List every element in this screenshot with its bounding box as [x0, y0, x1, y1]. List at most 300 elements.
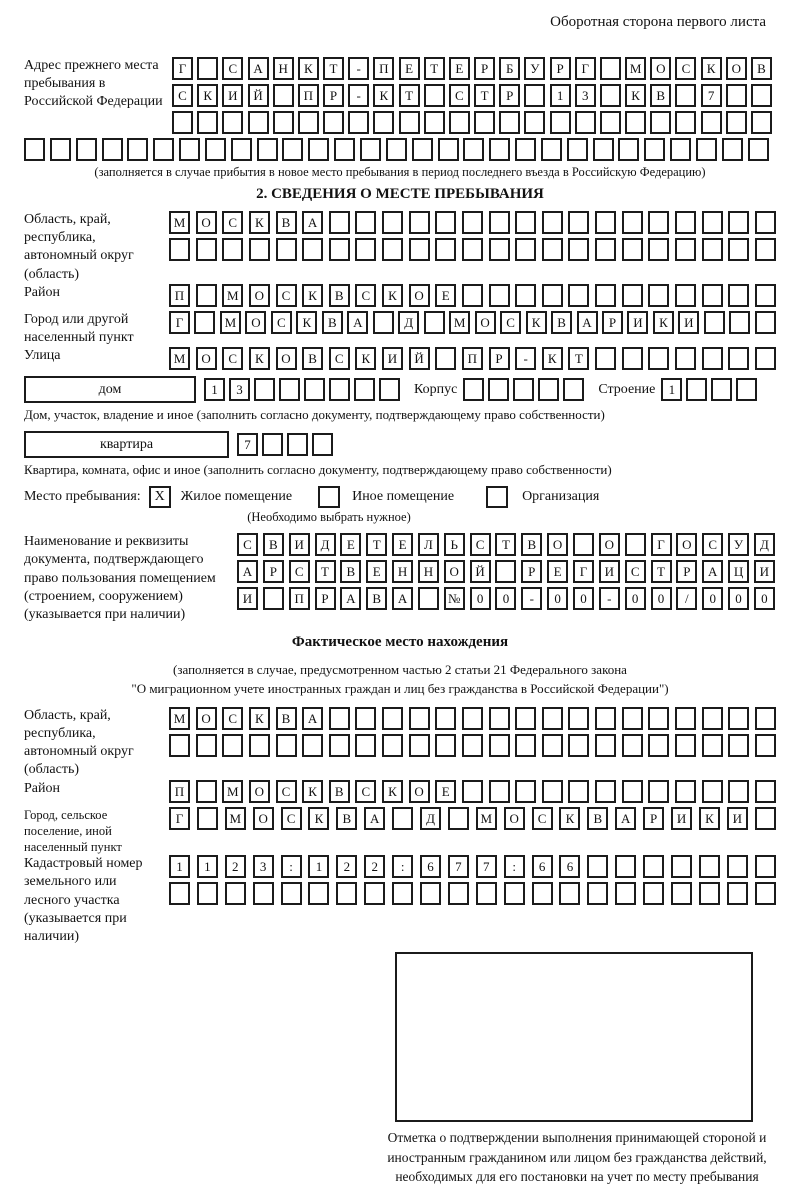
checkbox-other-premises	[318, 486, 340, 508]
form-cell	[702, 284, 723, 307]
form-cell: №	[444, 587, 465, 610]
form-cell	[755, 734, 776, 757]
form-cell	[728, 347, 749, 370]
form-cell: 2	[336, 855, 357, 878]
form-cell: К	[249, 707, 270, 730]
form-cell: В	[340, 560, 361, 583]
form-cell: Р	[263, 560, 284, 583]
form-cell: П	[289, 587, 310, 610]
form-cell	[751, 111, 772, 134]
form-cell: Г	[172, 57, 193, 80]
form-cell	[248, 111, 269, 134]
form-cell: Р	[643, 807, 664, 830]
form-cell	[298, 111, 319, 134]
form-cell	[282, 138, 303, 161]
form-cell: С	[329, 347, 350, 370]
form-cell: М	[222, 780, 243, 803]
form-cell	[648, 734, 669, 757]
form-cell	[102, 138, 123, 161]
form-cell	[323, 111, 344, 134]
form-cell: Е	[366, 560, 387, 583]
form-cell: Е	[449, 57, 470, 80]
form-cell: О	[409, 780, 430, 803]
form-cell: О	[409, 284, 430, 307]
form-cell	[595, 284, 616, 307]
form-cell	[424, 111, 445, 134]
form-cell: Р	[521, 560, 542, 583]
form-cell	[462, 707, 483, 730]
form-cell: И	[678, 311, 699, 334]
field-cadastre	[24, 855, 776, 946]
form-cell: Р	[474, 57, 495, 80]
form-cell: И	[727, 807, 748, 830]
form-cell: 0	[470, 587, 491, 610]
form-cell	[615, 855, 636, 878]
form-cell: С	[276, 284, 297, 307]
form-cell	[276, 734, 297, 757]
form-cell	[568, 284, 589, 307]
form-cell: Т	[495, 533, 516, 556]
form-cell: М	[169, 347, 190, 370]
form-cell	[308, 138, 329, 161]
city-label: Город или другой населенный пункт	[24, 311, 134, 345]
form-cell	[364, 882, 385, 905]
form-cell: 0	[547, 587, 568, 610]
form-cell: Л	[418, 533, 439, 556]
form-cell: Д	[315, 533, 336, 556]
form-cell	[253, 882, 274, 905]
form-cell	[489, 138, 510, 161]
form-cell	[702, 734, 723, 757]
form-cell	[728, 211, 749, 234]
form-cell: Г	[169, 311, 190, 334]
form-cell	[711, 378, 732, 401]
stay-type-note: (Необходимо выбрать нужное)	[247, 510, 411, 525]
form-cell: В	[276, 707, 297, 730]
form-cell	[622, 284, 643, 307]
prev-address-row-2	[172, 84, 772, 107]
form-cell	[222, 734, 243, 757]
form-cell: К	[373, 84, 394, 107]
form-cell: /	[676, 587, 697, 610]
form-cell: О	[475, 311, 496, 334]
form-cell	[488, 378, 509, 401]
form-cell	[489, 780, 510, 803]
stay-type-row	[24, 486, 776, 508]
form-cell	[197, 807, 218, 830]
form-cell: Н	[392, 560, 413, 583]
form-cell	[499, 111, 520, 134]
form-cell	[172, 111, 193, 134]
document-label: Наименование и реквизиты документа, подтверждающего право пользования помещением (строением, сооружением) (указывается при наличии)	[24, 534, 216, 622]
form-cell	[263, 587, 284, 610]
form-cell: Е	[399, 57, 420, 80]
korpus-cells	[463, 378, 584, 401]
form-cell: 1	[197, 855, 218, 878]
form-cell: 1	[661, 378, 682, 401]
form-cell	[675, 84, 696, 107]
region-cells	[169, 211, 776, 265]
form-cell	[702, 211, 723, 234]
prev-address-row-1	[172, 57, 772, 80]
form-cell	[449, 111, 470, 134]
form-cell: А	[577, 311, 598, 334]
form-cell: 3	[229, 378, 250, 401]
form-cell: И	[237, 587, 258, 610]
form-cell: С	[222, 707, 243, 730]
form-cell: И	[627, 311, 648, 334]
form-cell	[755, 238, 776, 261]
form-cell: В	[302, 347, 323, 370]
form-cell	[281, 882, 302, 905]
form-cell	[644, 138, 665, 161]
form-cell: П	[298, 84, 319, 107]
form-cell	[728, 780, 749, 803]
form-cell: 6	[420, 855, 441, 878]
form-cell: К	[302, 780, 323, 803]
field-district	[24, 284, 776, 311]
form-cell: Т	[651, 560, 672, 583]
form-cell	[409, 238, 430, 261]
form-cell	[595, 707, 616, 730]
form-cell: И	[222, 84, 243, 107]
stamp-caption: Отметка о подтверждении выполнения принимающей стороной и иностранным гражданином или лицом без гражданства действий, необходимых для его постановки на учет по месту пребывания	[387, 1130, 767, 1185]
form-cell	[643, 882, 664, 905]
form-cell	[671, 855, 692, 878]
form-cell: К	[302, 284, 323, 307]
form-cell	[704, 311, 725, 334]
form-cell	[302, 238, 323, 261]
region-label: Область, край, республика, автономный округ (область)	[24, 212, 134, 282]
form-cell: 1	[204, 378, 225, 401]
form-cell	[249, 238, 270, 261]
form-cell	[257, 138, 278, 161]
form-cell	[489, 238, 510, 261]
form-cell: 0	[625, 587, 646, 610]
form-cell	[463, 138, 484, 161]
form-cell: Р	[315, 587, 336, 610]
form-cell	[273, 84, 294, 107]
field-actual-district	[24, 780, 776, 807]
document-row-2	[237, 560, 775, 583]
form-cell: Т	[366, 533, 387, 556]
form-cell	[76, 138, 97, 161]
form-cell	[435, 734, 456, 757]
form-cell	[702, 780, 723, 803]
form-cell: Е	[435, 284, 456, 307]
form-cell	[675, 211, 696, 234]
city-row	[169, 311, 776, 334]
form-cell	[196, 734, 217, 757]
checkbox-organization	[486, 486, 508, 508]
form-cell	[382, 211, 403, 234]
form-cell: М	[225, 807, 246, 830]
form-cell: В	[263, 533, 284, 556]
form-cell	[600, 111, 621, 134]
form-cell: И	[671, 807, 692, 830]
form-cell	[728, 707, 749, 730]
actual-city-row	[169, 807, 776, 830]
form-cell	[399, 111, 420, 134]
form-cell: С	[355, 284, 376, 307]
street-label: Улица	[24, 348, 61, 364]
house-row	[24, 376, 776, 403]
form-cell	[348, 111, 369, 134]
form-cell	[622, 211, 643, 234]
form-cell	[755, 882, 776, 905]
form-cell: Г	[573, 560, 594, 583]
form-cell	[568, 707, 589, 730]
form-cell	[382, 238, 403, 261]
form-cell	[435, 347, 456, 370]
form-cell	[196, 780, 217, 803]
form-cell: В	[366, 587, 387, 610]
form-cell: А	[302, 211, 323, 234]
form-cell	[587, 855, 608, 878]
form-cell	[304, 378, 325, 401]
form-cell	[515, 780, 536, 803]
form-cell	[722, 138, 743, 161]
form-cell	[329, 707, 350, 730]
form-cell	[360, 138, 381, 161]
form-cell	[573, 533, 594, 556]
form-cell: А	[248, 57, 269, 80]
form-cell	[532, 882, 553, 905]
actual-district-row	[169, 780, 776, 803]
form-cell	[302, 734, 323, 757]
form-cell: У	[524, 57, 545, 80]
form-cell: О	[504, 807, 525, 830]
form-cell	[435, 211, 456, 234]
form-cell: И	[289, 533, 310, 556]
form-cell: В	[336, 807, 357, 830]
form-cell	[329, 734, 350, 757]
form-cell	[702, 238, 723, 261]
form-cell	[409, 707, 430, 730]
form-cell	[169, 882, 190, 905]
form-cell	[515, 211, 536, 234]
form-cell: Б	[499, 57, 520, 80]
form-cell	[196, 284, 217, 307]
form-cell	[541, 138, 562, 161]
form-cell	[354, 378, 375, 401]
actual-district-label: Район	[24, 780, 60, 796]
form-cell	[675, 238, 696, 261]
form-cell: П	[373, 57, 394, 80]
form-cell: К	[526, 311, 547, 334]
form-cell: М	[220, 311, 241, 334]
form-cell	[675, 780, 696, 803]
form-cell	[542, 211, 563, 234]
prev-address-row-4	[24, 138, 769, 161]
actual-region-cells	[169, 707, 776, 761]
form-cell: Т	[424, 57, 445, 80]
form-cell: П	[169, 780, 190, 803]
cadastre-row-1	[169, 855, 776, 878]
form-cell: К	[653, 311, 674, 334]
stroenie-label: Строение	[598, 381, 656, 397]
form-cell	[622, 707, 643, 730]
form-cell: С	[470, 533, 491, 556]
field-document	[24, 533, 776, 624]
form-cell: Й	[470, 560, 491, 583]
form-cell: 1	[169, 855, 190, 878]
section2-title: 2. СВЕДЕНИЯ О МЕСТЕ ПРЕБЫВАНИЯ	[256, 186, 544, 202]
form-cell: 7	[701, 84, 722, 107]
form-cell: М	[625, 57, 646, 80]
form-cell	[448, 882, 469, 905]
form-cell	[595, 211, 616, 234]
form-cell: В	[650, 84, 671, 107]
form-cell	[355, 238, 376, 261]
form-cell: Ц	[728, 560, 749, 583]
form-cell: Т	[568, 347, 589, 370]
form-cell	[515, 734, 536, 757]
form-cell: О	[196, 347, 217, 370]
form-cell	[515, 138, 536, 161]
form-cell: Р	[499, 84, 520, 107]
form-cell: С	[500, 311, 521, 334]
form-cell	[755, 284, 776, 307]
form-cell: 0	[754, 587, 775, 610]
form-cell: О	[547, 533, 568, 556]
form-cell	[329, 378, 350, 401]
form-cell: К	[701, 57, 722, 80]
form-cell	[622, 238, 643, 261]
form-cell: О	[276, 347, 297, 370]
form-cell	[575, 111, 596, 134]
form-cell	[355, 707, 376, 730]
form-cell	[355, 734, 376, 757]
form-cell: С	[172, 84, 193, 107]
field-actual-region	[24, 707, 776, 780]
form-cell	[542, 707, 563, 730]
form-cell	[222, 238, 243, 261]
form-cell: М	[476, 807, 497, 830]
form-cell: И	[382, 347, 403, 370]
house-box: дом	[24, 376, 196, 403]
form-cell	[463, 378, 484, 401]
form-cell	[197, 57, 218, 80]
form-cell: А	[302, 707, 323, 730]
form-cell: В	[322, 311, 343, 334]
form-cell: О	[249, 780, 270, 803]
field-actual-city	[24, 807, 776, 856]
form-cell	[462, 734, 483, 757]
form-cell	[435, 238, 456, 261]
form-cell	[755, 347, 776, 370]
form-cell: К	[699, 807, 720, 830]
form-cell: Р	[602, 311, 623, 334]
form-cell	[650, 111, 671, 134]
form-cell	[489, 284, 510, 307]
stay-type-label: Место пребывания:	[24, 489, 141, 505]
form-cell	[699, 882, 720, 905]
form-cell: Й	[248, 84, 269, 107]
form-cell: М	[169, 707, 190, 730]
form-cell	[671, 882, 692, 905]
form-cell: 6	[559, 855, 580, 878]
apartment-box: квартира	[24, 431, 229, 458]
form-cell	[648, 707, 669, 730]
form-cell: Р	[489, 347, 510, 370]
form-cell: К	[382, 780, 403, 803]
form-cell: Р	[550, 57, 571, 80]
actual-location-title: Фактическое место нахождения	[291, 634, 509, 651]
form-cell	[448, 807, 469, 830]
form-cell: 2	[225, 855, 246, 878]
form-cell	[424, 84, 445, 107]
form-cell	[748, 138, 769, 161]
field-city	[24, 311, 776, 347]
form-cell	[587, 882, 608, 905]
form-cell	[729, 311, 750, 334]
stamp-area	[395, 952, 753, 1122]
form-cell: У	[728, 533, 749, 556]
form-cell: К	[382, 284, 403, 307]
form-cell	[702, 347, 723, 370]
form-cell: А	[615, 807, 636, 830]
form-cell	[312, 433, 333, 456]
form-cell	[287, 433, 308, 456]
form-cell: :	[392, 855, 413, 878]
form-cell	[329, 211, 350, 234]
form-cell: О	[650, 57, 671, 80]
form-cell: :	[504, 855, 525, 878]
form-cell: Н	[418, 560, 439, 583]
form-cell	[515, 707, 536, 730]
form-cell	[153, 138, 174, 161]
prev-address-cells	[172, 57, 772, 138]
form-cell: С	[449, 84, 470, 107]
form-cell	[462, 238, 483, 261]
form-cell	[675, 707, 696, 730]
form-cell: 0	[495, 587, 516, 610]
form-cell	[373, 311, 394, 334]
form-cell	[755, 855, 776, 878]
street-row	[169, 347, 776, 370]
form-cell	[329, 238, 350, 261]
form-cell: Т	[474, 84, 495, 107]
form-cell	[420, 882, 441, 905]
form-cell	[702, 707, 723, 730]
form-cell	[727, 855, 748, 878]
form-cell: К	[308, 807, 329, 830]
form-cell	[648, 238, 669, 261]
form-cell	[755, 707, 776, 730]
form-cell	[386, 138, 407, 161]
form-cell	[567, 138, 588, 161]
form-cell: Е	[340, 533, 361, 556]
form-cell	[279, 378, 300, 401]
form-cell: К	[298, 57, 319, 80]
form-cell	[382, 734, 403, 757]
form-cell	[699, 855, 720, 878]
form-cell	[595, 780, 616, 803]
house-caption: Дом, участок, владение и иное (заполнить согласно документу, подтверждающему право собственности)	[24, 407, 605, 423]
form-cell	[622, 780, 643, 803]
prev-address-note: (заполняется в случае прибытия в новое место пребывания в период последнего въезда в Российскую Федерацию)	[94, 165, 706, 179]
form-cell: В	[521, 533, 542, 556]
form-cell: Н	[273, 57, 294, 80]
form-cell	[625, 111, 646, 134]
form-cell	[169, 238, 190, 261]
form-cell: 0	[702, 587, 723, 610]
form-cell	[382, 707, 403, 730]
document-cells	[237, 533, 775, 614]
form-cell	[728, 238, 749, 261]
form-cell: Д	[754, 533, 775, 556]
